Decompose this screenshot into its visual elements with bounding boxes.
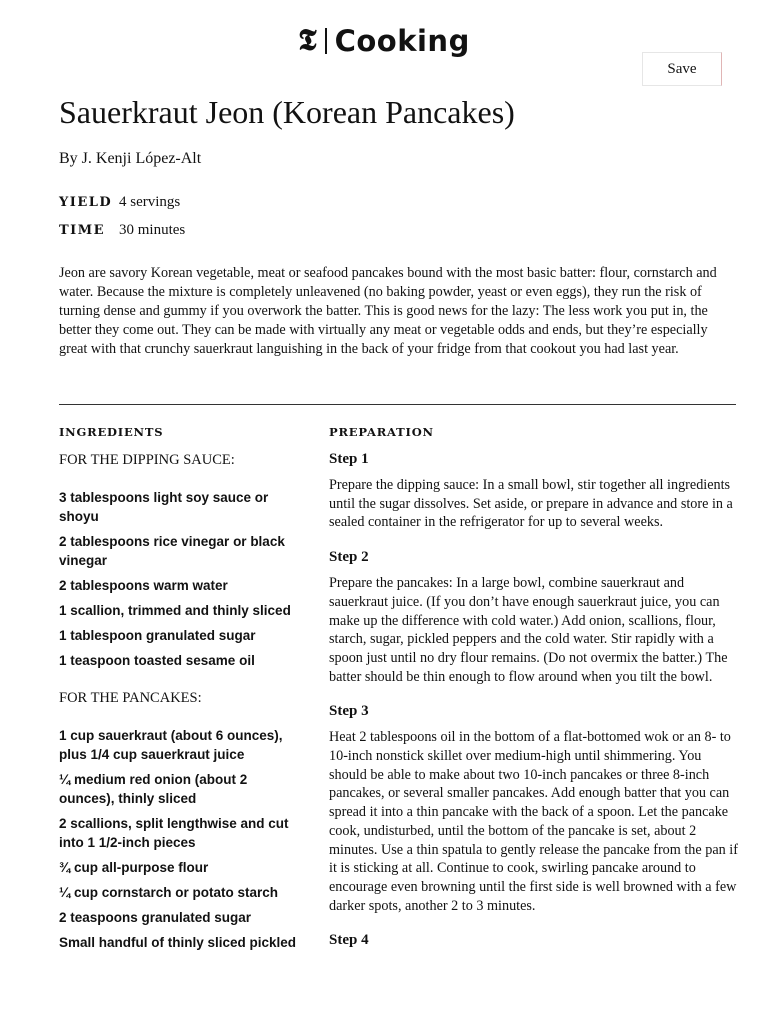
spacer: [59, 676, 305, 688]
recipe-yield: [59, 194, 180, 211]
logo-wordmark: Cooking: [334, 24, 470, 58]
ingredient-item: ¾ cup all-purpose flour: [59, 860, 209, 875]
time-label: TIME: [59, 223, 106, 238]
ingredients-list: [59, 450, 305, 958]
ingredient-item: 1 teaspoon toasted sesame oil: [59, 653, 255, 668]
step-text: Heat 2 tablespoons oil in the bottom of a flat-bottomed wok or an 8- to 10-inch nonstick skillet over medium-high until shimmering. You should be able to make about two 10-inch pancakes or three 8-inch pancakes, or several smaller pancakes. Add enough batter that you can spread it into a thin pancake with the back of a spoon. Let the pancake cook, undisturbed, until the bottom of the pancake is set, about 2 minutes. Use a thin spatula to gently release the pancake from the pan if it is sticking at all. Continue to cook, swirling pancake around to encourage even browning until the first side is well browned with a few darker spots, another 2 to 3 minutes.: [329, 729, 738, 914]
ingredients-heading: INGREDIENTS: [59, 425, 164, 439]
ingredient-item: ¼ cup cornstarch or potato starch: [59, 885, 279, 900]
ingredient-item: 2 tablespoons warm water: [59, 578, 228, 593]
ingredient-item: 1 tablespoon granulated sugar: [59, 628, 256, 643]
ingredient-item: 2 tablespoons rice vinegar or black vinegar: [59, 534, 285, 568]
section-divider: [59, 404, 736, 405]
step-text: Prepare the pancakes: In a large bowl, combine sauerkraut and sauerkraut juice. (If you don’t have enough sauerkraut juice, you can make up the difference with cold water.) Add onion, scallions, flour, starch, sugar, pickled peppers and the cold water. Stir rapidly with a spoon just until no dry flour remains. (Do not overmix the batter.) The batter should be thin enough to flow around when you tilt the bowl.: [329, 575, 728, 685]
preparation-heading: PREPARATION: [329, 425, 434, 439]
step-label: Step 3: [329, 703, 369, 720]
ingredient-section-title: FOR THE DIPPING SAUCE:: [59, 452, 235, 468]
ingredient-item: 1 cup sauerkraut (about 6 ounces), plus 1/4 cup sauerkraut juice: [59, 728, 283, 762]
ingredient-item: 3 tablespoons light soy sauce or shoyu: [59, 490, 269, 524]
ingredient-section-title: FOR THE PANCAKES:: [59, 690, 202, 706]
step-label: Step 4: [329, 932, 369, 949]
yield-label: YIELD: [59, 195, 113, 210]
preparation-steps: [329, 450, 739, 957]
time-value: 30 minutes: [119, 222, 186, 238]
save-button[interactable]: Save: [642, 52, 722, 86]
step-text: Prepare the dipping sauce: In a small bowl, stir together all ingredients until the sugar dissolves. Set aside, or prepare in advance and store in a sealed container in the refrigerator for up to several weeks.: [329, 477, 733, 531]
logo-divider: [325, 28, 327, 54]
ingredient-item: 2 scallions, split lengthwise and cut into 1 1/2-inch pieces: [59, 816, 289, 850]
recipe-time: [59, 222, 185, 239]
step-label: Step 1: [329, 451, 369, 467]
ingredient-item: 1 scallion, trimmed and thinly sliced: [59, 603, 291, 618]
ingredient-item: Small handful of thinly sliced pickled: [59, 935, 297, 950]
recipe-title: Sauerkraut Jeon (Korean Pancakes): [59, 94, 515, 130]
yield-value: 4 servings: [119, 194, 181, 210]
recipe-byline[interactable]: By J. Kenji López-Alt: [59, 150, 202, 167]
nyt-t-logo-icon: 𝕿: [298, 23, 317, 58]
ingredient-item: ¼ medium red onion (about 2 ounces), thinly sliced: [59, 772, 248, 806]
recipe-intro: Jeon are savory Korean vegetable, meat or seafood pancakes bound with the most basic batter: flour, cornstarch and water. Because the mixture is completely unleavened (no baking powder, yeast or even eggs), they run the risk of turning dense and gummy if you overwork the batter. This is good news for the lazy: The less work you put in, the better they come out. They can be made with virtually any meat or vegetable odds and ends, but they’re especially great with that crunchy sauerkraut languishing in the back of your fridge from that cookout you had last year.: [59, 265, 717, 357]
ingredient-item: 2 teaspoons granulated sugar: [59, 910, 252, 925]
step-label: Step 2: [329, 549, 369, 566]
